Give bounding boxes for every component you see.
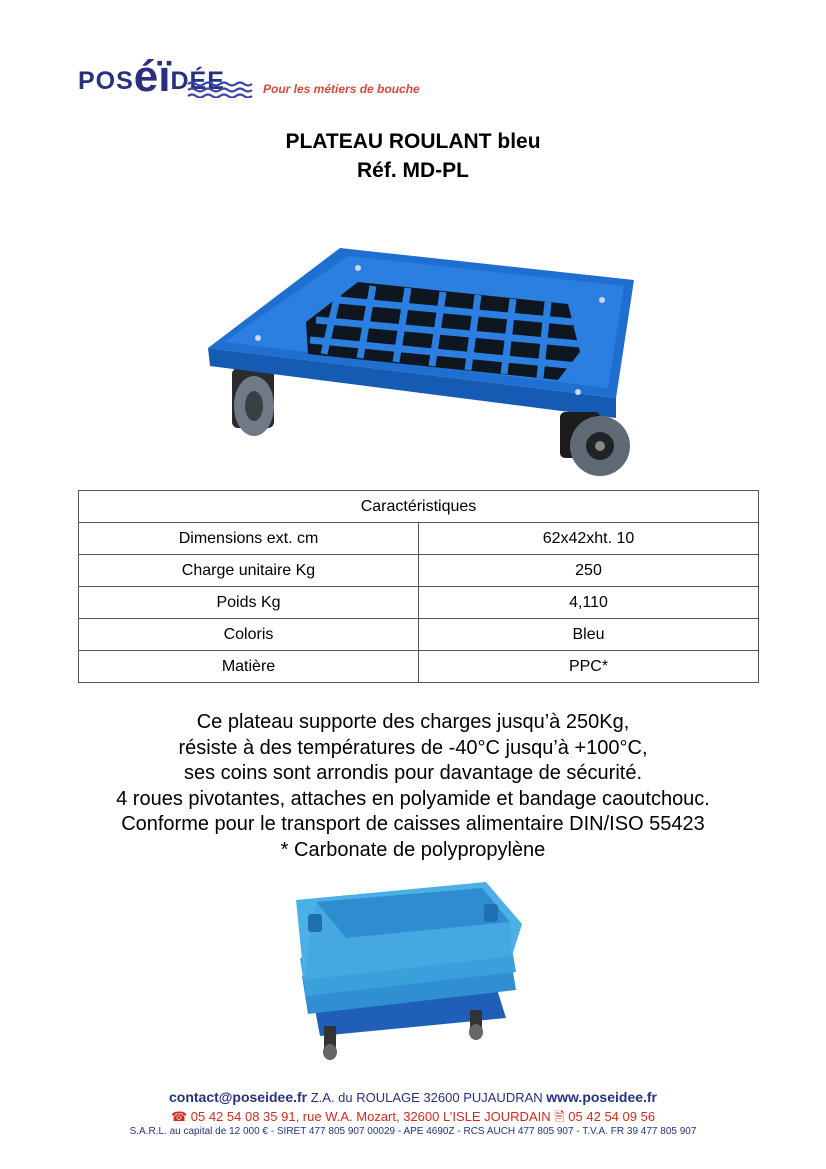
table-row bbox=[79, 619, 759, 651]
description-line: Conforme pour le transport de caisses alimentaire DIN/ISO 55423 bbox=[121, 813, 705, 835]
spec-value: Bleu bbox=[419, 619, 759, 651]
footer-phone-address: 05 42 54 08 35 91, rue W.A. Mozart, 32600 L’ISLE JOURDAIN bbox=[187, 1109, 555, 1124]
description-line: 4 roues pivotantes, attaches en polyamide et bandage caoutchouc. bbox=[116, 787, 710, 810]
footer-fax: 05 42 54 09 56 bbox=[564, 1109, 656, 1124]
fax-icon: 🖹 bbox=[554, 1109, 565, 1124]
stacked-crates-image bbox=[286, 876, 526, 1062]
waves-icon bbox=[186, 80, 258, 98]
table-header-row bbox=[79, 491, 759, 523]
footer-legal: S.A.R.L. au capital de 12 000 € - SIRET 477 805 907 00029 - APE 4690Z - RCS AUCH 477 805 907 - T.V.A. FR 39 477 805 907 bbox=[129, 1126, 697, 1137]
phone-icon: ☎ bbox=[170, 1109, 188, 1124]
table-row bbox=[79, 555, 759, 587]
footer-address: Z.A. du ROULAGE 32600 PUJAUDRAN bbox=[307, 1090, 547, 1105]
footer-contact-line bbox=[0, 1089, 826, 1105]
table-row bbox=[79, 587, 759, 619]
product-title: PLATEAU ROULANT bleu bbox=[285, 130, 541, 153]
spec-label: Poids Kg bbox=[79, 587, 419, 619]
description-line: résiste à des températures de -40°C jusqu’à +100°C, bbox=[178, 736, 648, 759]
table-row bbox=[79, 651, 759, 683]
product-reference: Réf. MD-PL bbox=[357, 159, 469, 182]
table-row bbox=[79, 523, 759, 555]
description-line: ses coins sont arrondis pour davantage de sécurité. bbox=[183, 762, 643, 784]
spec-value: 250 bbox=[419, 555, 759, 587]
description-line: * Carbonate de polypropylène bbox=[280, 838, 546, 861]
description-line: Ce plateau supporte des charges jusqu’à 250Kg, bbox=[196, 711, 630, 733]
spec-label: Coloris bbox=[79, 619, 419, 651]
logo-text-part2: éï bbox=[133, 52, 171, 101]
spec-value: 62x42xht. 10 bbox=[419, 523, 759, 555]
specifications-table bbox=[78, 490, 759, 683]
logo-tagline: Pour les métiers de bouche bbox=[263, 82, 420, 96]
spec-label: Dimensions ext. cm bbox=[79, 523, 419, 555]
logo-text-part3: DÉE bbox=[170, 67, 225, 95]
email-link[interactable]: contact@poseidee.fr bbox=[168, 1089, 308, 1105]
product-description bbox=[0, 710, 826, 863]
rolling-dolly-image bbox=[188, 242, 640, 478]
website-link[interactable]: www.poseidee.fr bbox=[546, 1089, 658, 1105]
spec-label: Charge unitaire Kg bbox=[79, 555, 419, 587]
spec-label: Matière bbox=[79, 651, 419, 683]
logo-text-part1: POS bbox=[78, 67, 134, 95]
company-logo bbox=[78, 42, 438, 104]
spec-value: 4,110 bbox=[419, 587, 759, 619]
table-header: Caractéristiques bbox=[79, 491, 759, 523]
spec-value: PPC* bbox=[419, 651, 759, 683]
